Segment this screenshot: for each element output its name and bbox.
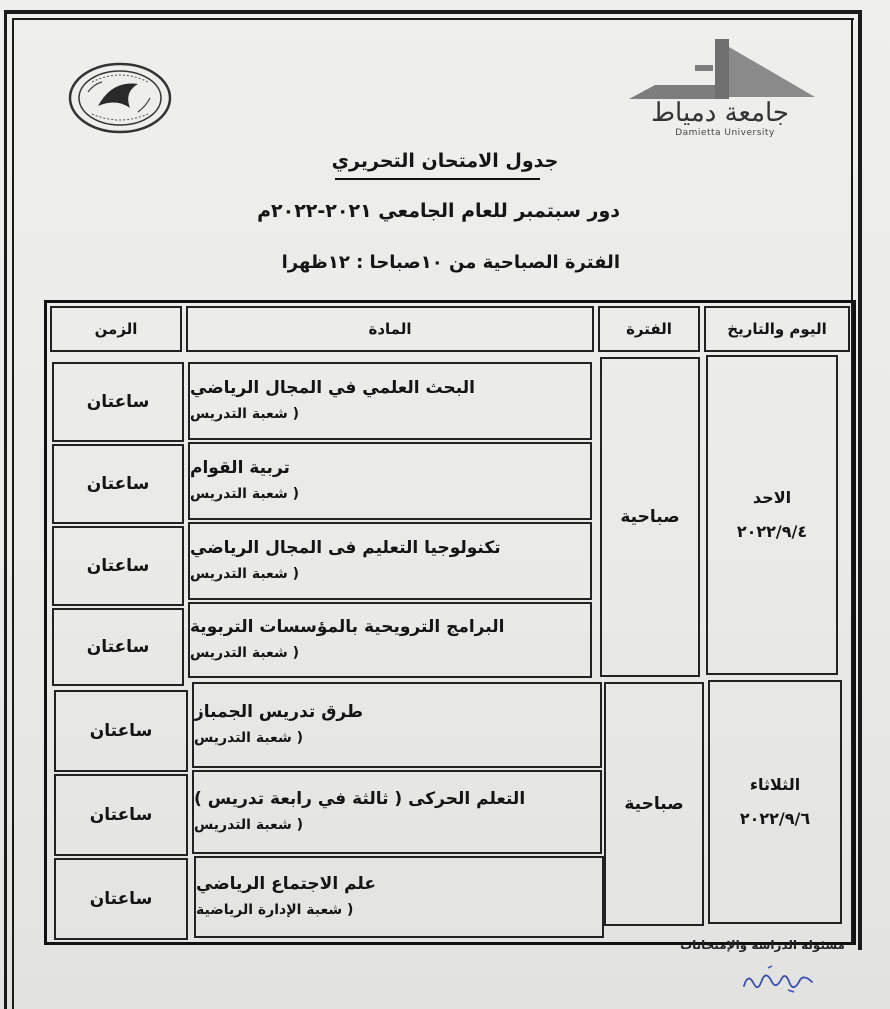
page-border [6, 10, 862, 14]
duration-cell: ساعتان [52, 362, 184, 442]
day-date-cell [706, 355, 838, 675]
subject-branch: ( شعبة التدريس [194, 730, 303, 746]
duration-cell: ساعتان [52, 526, 184, 606]
day-name: الاحد [752, 488, 792, 507]
page-title: جدول الامتحان التحريري [331, 150, 559, 172]
subject-name: طرق تدريس الجمباز [194, 702, 363, 722]
subject-cell [188, 602, 592, 678]
subject-branch: ( شعبة التدريس [194, 817, 303, 833]
page-border [12, 18, 14, 1009]
subject-cell [188, 362, 592, 440]
handwritten-signature [738, 962, 818, 996]
duration-cell: ساعتان [52, 608, 184, 686]
page-border [4, 10, 7, 1009]
subject-cell [194, 856, 604, 938]
duration-cell: ساعتان [54, 858, 188, 940]
page-border [12, 18, 854, 20]
duration-cell: ساعتان [54, 690, 188, 772]
subject-name: البحث العلمي في المجال الرياضي [190, 378, 475, 398]
exam-date: ٢٠٢٢/٩/٦ [739, 809, 811, 828]
period-time-subtitle: الفترة الصباحية من ١٠صباحا : ١٢ظهرا [281, 252, 620, 273]
duration-cell: ساعتان [52, 444, 184, 524]
title-underline [335, 178, 540, 180]
column-header-day-date: اليوم والتاريخ [704, 306, 850, 352]
subject-branch: ( شعبة الإدارة الرياضية [196, 902, 354, 918]
subject-branch: ( شعبة التدريس [190, 406, 299, 422]
subject-branch: ( شعبة التدريس [190, 486, 299, 502]
day-name: الثلاثاء [749, 775, 801, 794]
university-name-english: Damietta University [675, 128, 775, 138]
session-subtitle: دور سبتمبر للعام الجامعي ٢٠٢١-٢٠٢٢م [257, 200, 620, 222]
duration-cell: ساعتان [54, 774, 188, 856]
period-cell: صباحية [604, 682, 704, 926]
subject-name: البرامج الترويحية بالمؤسسات التربوية [190, 617, 505, 637]
subject-name: تكنولوجيا التعليم فى المجال الرياضي [190, 538, 501, 558]
column-header-duration: الزمن [50, 306, 182, 352]
page-border [858, 10, 862, 950]
day-date-cell [708, 680, 842, 924]
subject-name: علم الاجتماع الرياضي [196, 874, 376, 894]
responsible-office-label: مسئولة الدراسة والإمتحانات [680, 938, 845, 952]
exam-date: ٢٠٢٢/٩/٤ [736, 522, 808, 541]
subject-cell [188, 522, 592, 600]
subject-branch: ( شعبة التدريس [190, 645, 299, 661]
column-header-subject: المادة [186, 306, 594, 352]
column-header-period: الفترة [598, 306, 700, 352]
subject-name: تربية القوام [190, 458, 290, 478]
period-cell: صباحية [600, 357, 700, 677]
subject-cell [188, 442, 592, 520]
faculty-seal-icon [68, 62, 172, 134]
subject-cell [192, 770, 602, 854]
university-name-arabic: جامعة دمياط [651, 98, 789, 128]
subject-cell [192, 682, 602, 768]
subject-branch: ( شعبة التدريس [190, 566, 299, 582]
subject-name: التعلم الحركى ( ثالثة في رابعة تدريس ) [194, 789, 526, 809]
